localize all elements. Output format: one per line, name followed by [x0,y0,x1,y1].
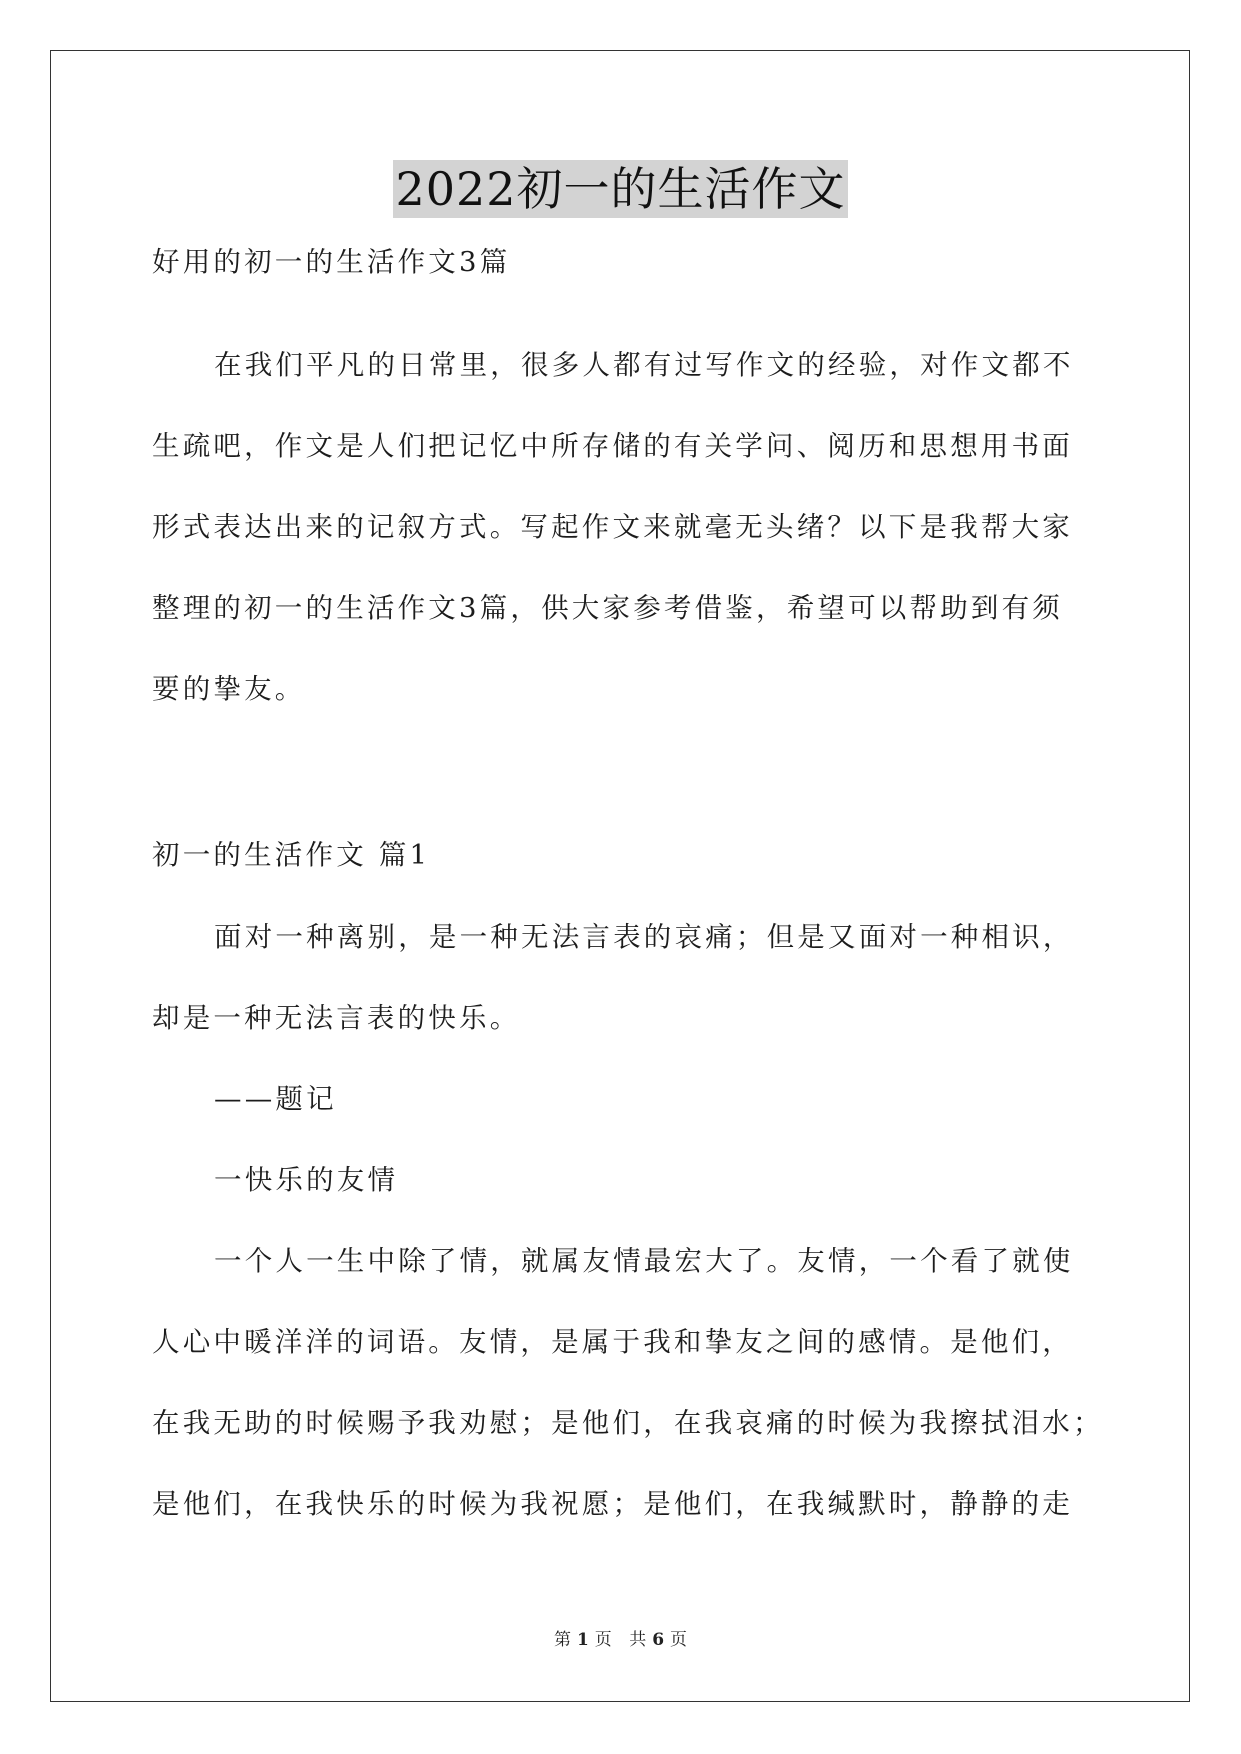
intro-line-4: 整理的初一的生活作文3篇，供大家参考借鉴，希望可以帮助到有须 [152,592,1063,624]
para1-line-2: 却是一种无法言表的快乐。 [152,1002,521,1034]
intro-line-3: 形式表达出来的记叙方式。写起作文来就毫无头绪？以下是我帮大家 [152,511,1073,543]
page-suffix: 页 [594,1630,612,1650]
page-current: 1 [576,1630,589,1650]
page-prefix: 第 [553,1630,571,1650]
para1-line-1: 面对一种离别，是一种无法言表的哀痛；但是又面对一种相识， [214,921,1074,953]
title-container [0,160,1241,218]
total-prefix: 共 [629,1630,647,1650]
document-subtitle: 好用的初一的生活作文3篇 [152,246,511,278]
page-footer [0,1628,1241,1652]
document-title: 2022初一的生活作文 [395,162,846,216]
page-total [626,1630,690,1650]
para2-line-3: 在我无助的时候赐予我劝慰；是他们，在我哀痛的时候为我擦拭泪水； [152,1407,1104,1439]
page-border [50,50,1190,1702]
intro-line-2: 生疏吧，作文是人们把记忆中所存储的有关学问、阅历和思想用书面 [152,430,1073,462]
page-number [551,1630,615,1650]
para2-line-1: 一个人一生中除了情，就属友情最宏大了。友情，一个看了就使 [214,1245,1074,1277]
section-heading: 初一的生活作文 篇1 [152,839,431,871]
intro-line-5: 要的挚友。 [152,673,306,705]
para2-line-2: 人心中暖洋洋的词语。友情，是属于我和挚友之间的感情。是他们， [152,1326,1073,1358]
subheading: 一快乐的友情 [214,1164,399,1196]
para2-line-4: 是他们，在我快乐的时候为我祝愿；是他们，在我缄默时，静静的走 [152,1488,1073,1520]
total-count: 6 [652,1630,665,1650]
intro-line-1: 在我们平凡的日常里，很多人都有过写作文的经验，对作文都不 [214,349,1074,381]
epigraph: ——题记 [214,1083,337,1115]
total-suffix: 页 [670,1630,688,1650]
